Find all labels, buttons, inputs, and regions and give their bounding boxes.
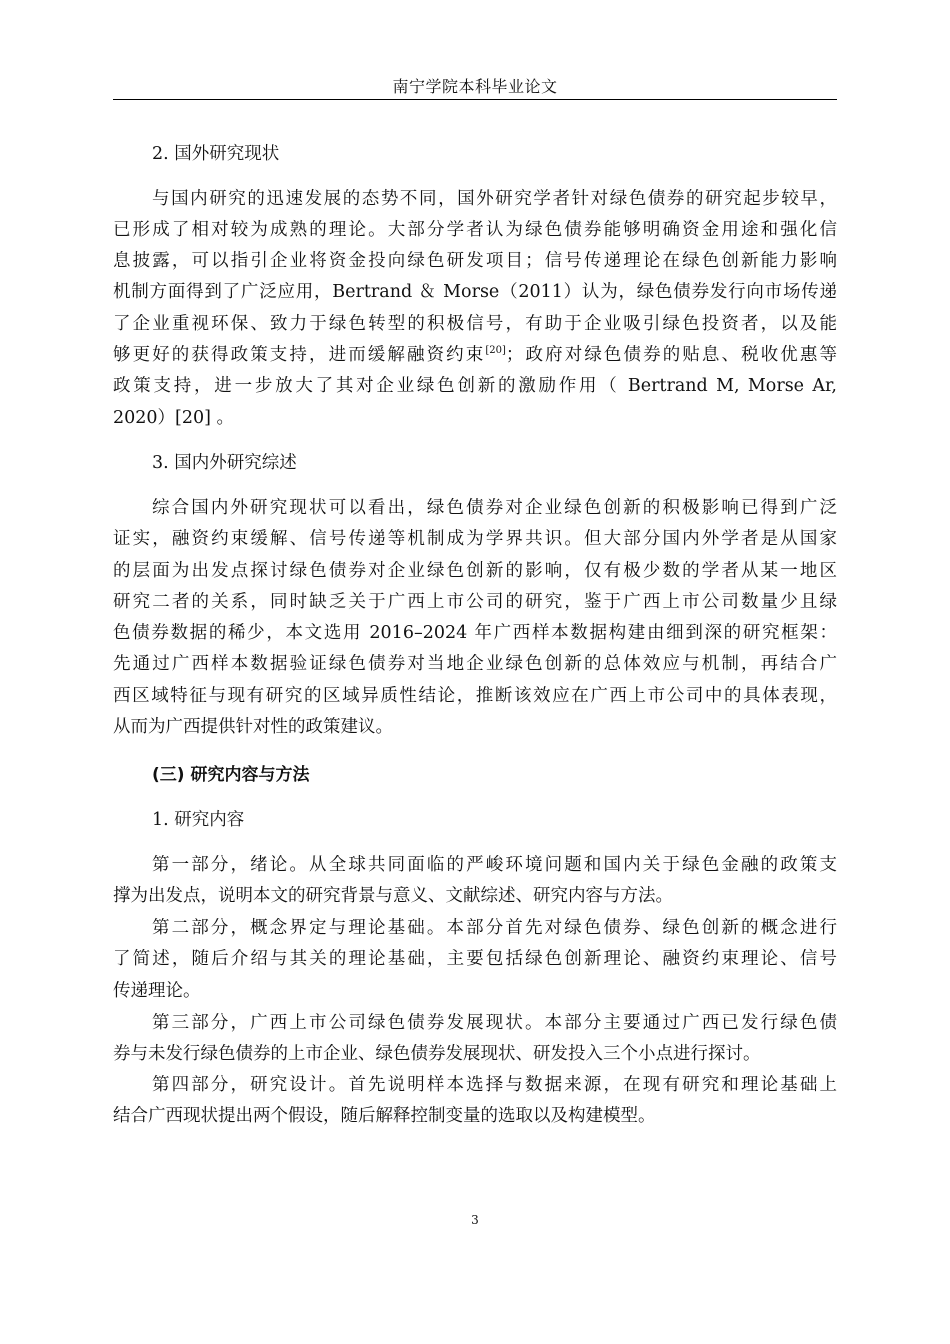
header-title: 南宁学院本科毕业论文 xyxy=(392,77,558,96)
chapter-heading: (三) 研究内容与方法 xyxy=(152,765,310,785)
paragraph-line: 传递理论。 xyxy=(113,981,201,1001)
paragraph-line: 撑为出发点，说明本文的研究背景与意义、文献综述、研究内容与方法。 xyxy=(113,886,673,906)
paragraph-line: 第一部分，绪论。从全球共同面临的严峻环境问题和国内关于绿色金融的政策支 xyxy=(152,855,837,875)
paragraph-line: 结合广西现状提出两个假设，随后解释控制变量的选取以及构建模型。 xyxy=(113,1106,656,1126)
paragraph-line: 已形成了相对较为成熟的理论。大部分学者认为绿色债券能够明确资金用途和强化信 xyxy=(113,220,837,240)
paragraph-line: 先通过广西样本数据验证绿色债券对当地企业绿色创新的总体效应与机制，再结合广 xyxy=(113,654,837,674)
section-heading: 2. 国外研究现状 xyxy=(152,144,280,164)
header-divider xyxy=(113,99,837,100)
paragraph-line: 政策支持，进一步放大了其对企业绿色创新的激励作用（ Bertrand M, Morse Ar, xyxy=(113,376,837,396)
citation-superscript: [20] xyxy=(485,345,506,357)
paragraph-line: 了简述，随后介绍与其关的理论基础，主要包括绿色创新理论、融资约束理论、信号 xyxy=(113,949,837,969)
paragraph-line: 证实，融资约束缓解、信号传递等机制成为学界共识。但大部分国内外学者是从国家 xyxy=(113,529,837,549)
section-heading: 3. 国内外研究综述 xyxy=(152,453,297,473)
paragraph-line: 研究二者的关系，同时缺乏关于广西上市公司的研究，鉴于广西上市公司数量少且绿 xyxy=(113,592,837,612)
paragraph-line: 西区域特征与现有研究的区域异质性结论，推断该效应在广西上市公司中的具体表现， xyxy=(113,686,837,706)
paragraph-line: 息披露，可以指引企业将资金投向绿色研发项目；信号传递理论在绿色创新能力影响 xyxy=(113,251,837,271)
section-heading: 1. 研究内容 xyxy=(152,810,245,830)
paragraph-line: 券与未发行绿色债券的上市企业、绿色债券发展现状、研发投入三个小点进行探讨。 xyxy=(113,1044,761,1064)
paragraph-line-with-citation xyxy=(113,345,837,365)
paragraph-line: 综合国内外研究现状可以看出，绿色债券对企业绿色创新的积极影响已得到广泛 xyxy=(152,498,837,518)
paragraph-text: 够更好的获得政策支持，进而缓解融资约束 xyxy=(113,345,486,365)
paragraph-text: ；政府对绿色债券的贴息、税收优惠等 xyxy=(505,345,838,365)
paragraph-line: 色债券数据的稀少，本文选用 2016–2024 年广西样本数据构建由细到深的研究框架： xyxy=(113,623,837,643)
paragraph-line: 第二部分，概念界定与理论基础。本部分首先对绿色债券、绿色创新的概念进行 xyxy=(152,918,837,938)
page-number: 3 xyxy=(471,1213,479,1227)
paragraph-line: 第三部分，广西上市公司绿色债券发展现状。本部分主要通过广西已发行绿色债 xyxy=(152,1013,837,1033)
paragraph-line: 机制方面得到了广泛应用，Bertrand ＆ Morse（2011）认为，绿色债券发行向市场传递 xyxy=(113,282,837,302)
paragraph-line: 与国内研究的迅速发展的态势不同，国外研究学者针对绿色债券的研究起步较早， xyxy=(152,189,837,209)
paragraph-line: 的层面为出发点探讨绿色债券对企业绿色创新的影响，仅有极少数的学者从某一地区 xyxy=(113,561,837,581)
paragraph-line: 第四部分，研究设计。首先说明样本选择与数据来源，在现有研究和理论基础上 xyxy=(152,1075,837,1095)
paragraph-line: 从而为广西提供针对性的政策建议。 xyxy=(113,717,393,737)
paragraph-line: 了企业重视环保、致力于绿色转型的积极信号，有助于企业吸引绿色投资者，以及能 xyxy=(113,314,837,334)
paragraph-line: 2020）[20] 。 xyxy=(113,408,235,428)
